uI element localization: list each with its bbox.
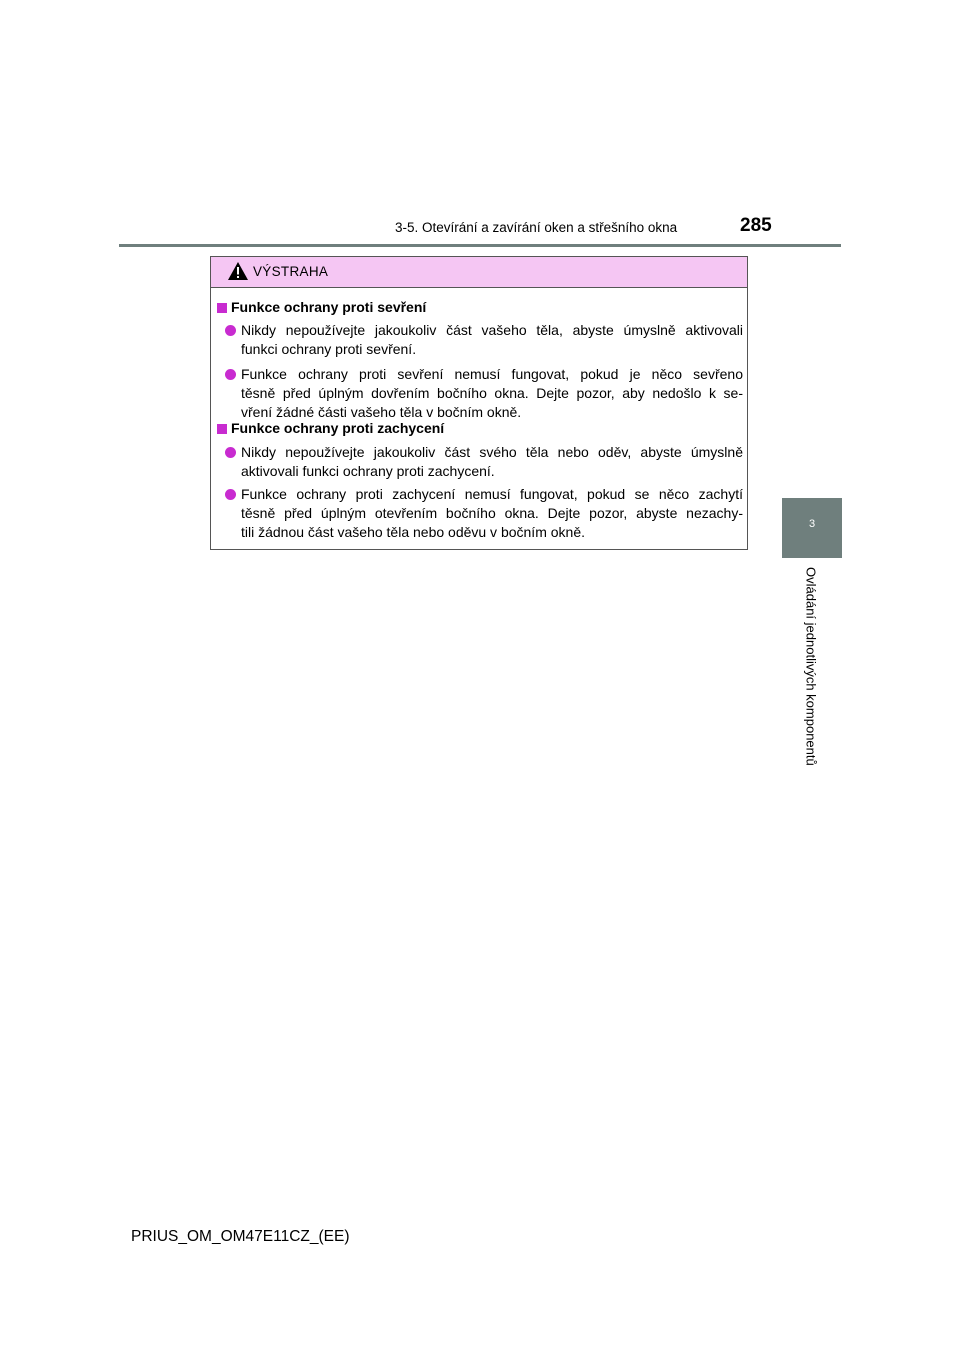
item-line: vření žádné části vašeho těla v bočním okně.: [241, 404, 522, 420]
list-item: [241, 365, 743, 422]
section-heading-text: Funkce ochrany proti zachycení: [231, 420, 445, 436]
warning-triangle-icon: [227, 261, 249, 281]
warning-box: [210, 256, 748, 550]
round-bullet-icon: [225, 325, 236, 336]
item-line: těsně před úplným dovřením bočního okna. Dejte pozor, aby nedošlo k se-: [241, 385, 743, 401]
list-item: [241, 485, 743, 542]
item-line: Funkce ochrany proti sevření nemusí fungovat, pokud je něco sevřeno: [241, 366, 743, 382]
chapter-number: 3: [808, 518, 816, 530]
page-number: 285: [740, 215, 772, 236]
document-id: PRIUS_OM_OM47E11CZ_(EE): [131, 1228, 350, 1245]
section-title: 3-5. Otevírání a zavírání oken a střešního okna: [395, 220, 678, 235]
item-line: Nikdy nepoužívejte jakoukoliv část svého těla nebo oděv, abyste úmyslně: [241, 444, 743, 460]
list-item: [241, 443, 743, 481]
round-bullet-icon: [225, 369, 236, 380]
list-item: [241, 321, 743, 359]
round-bullet-icon: [225, 489, 236, 500]
header-rule: [119, 244, 841, 247]
item-line: funkci ochrany proti sevření.: [241, 341, 417, 357]
section-heading: [217, 420, 444, 436]
chapter-label: Ovládání jednotlivých komponentů: [803, 567, 819, 766]
section-heading: [217, 299, 426, 315]
warning-title: VÝSTRAHA: [253, 264, 329, 279]
item-line: tili žádnou část vašeho těla nebo oděvu v bočním okně.: [241, 524, 585, 540]
square-bullet-icon: [217, 424, 227, 434]
item-line: Funkce ochrany proti zachycení nemusí fungovat, pokud se něco zachytí: [241, 486, 743, 502]
square-bullet-icon: [217, 303, 227, 313]
item-line: těsně před úplným otevřením bočního okna. Dejte pozor, abyste nezachy-: [241, 505, 743, 521]
section-heading-text: Funkce ochrany proti sevření: [231, 299, 427, 315]
chapter-tab: [782, 498, 842, 558]
round-bullet-icon: [225, 447, 236, 458]
item-line: aktivovali funkci ochrany proti zachycení.: [241, 463, 495, 479]
warning-header: [211, 257, 747, 288]
item-line: Nikdy nepoužívejte jakoukoliv část vašeho těla, abyste úmyslně aktivovali: [241, 322, 743, 338]
